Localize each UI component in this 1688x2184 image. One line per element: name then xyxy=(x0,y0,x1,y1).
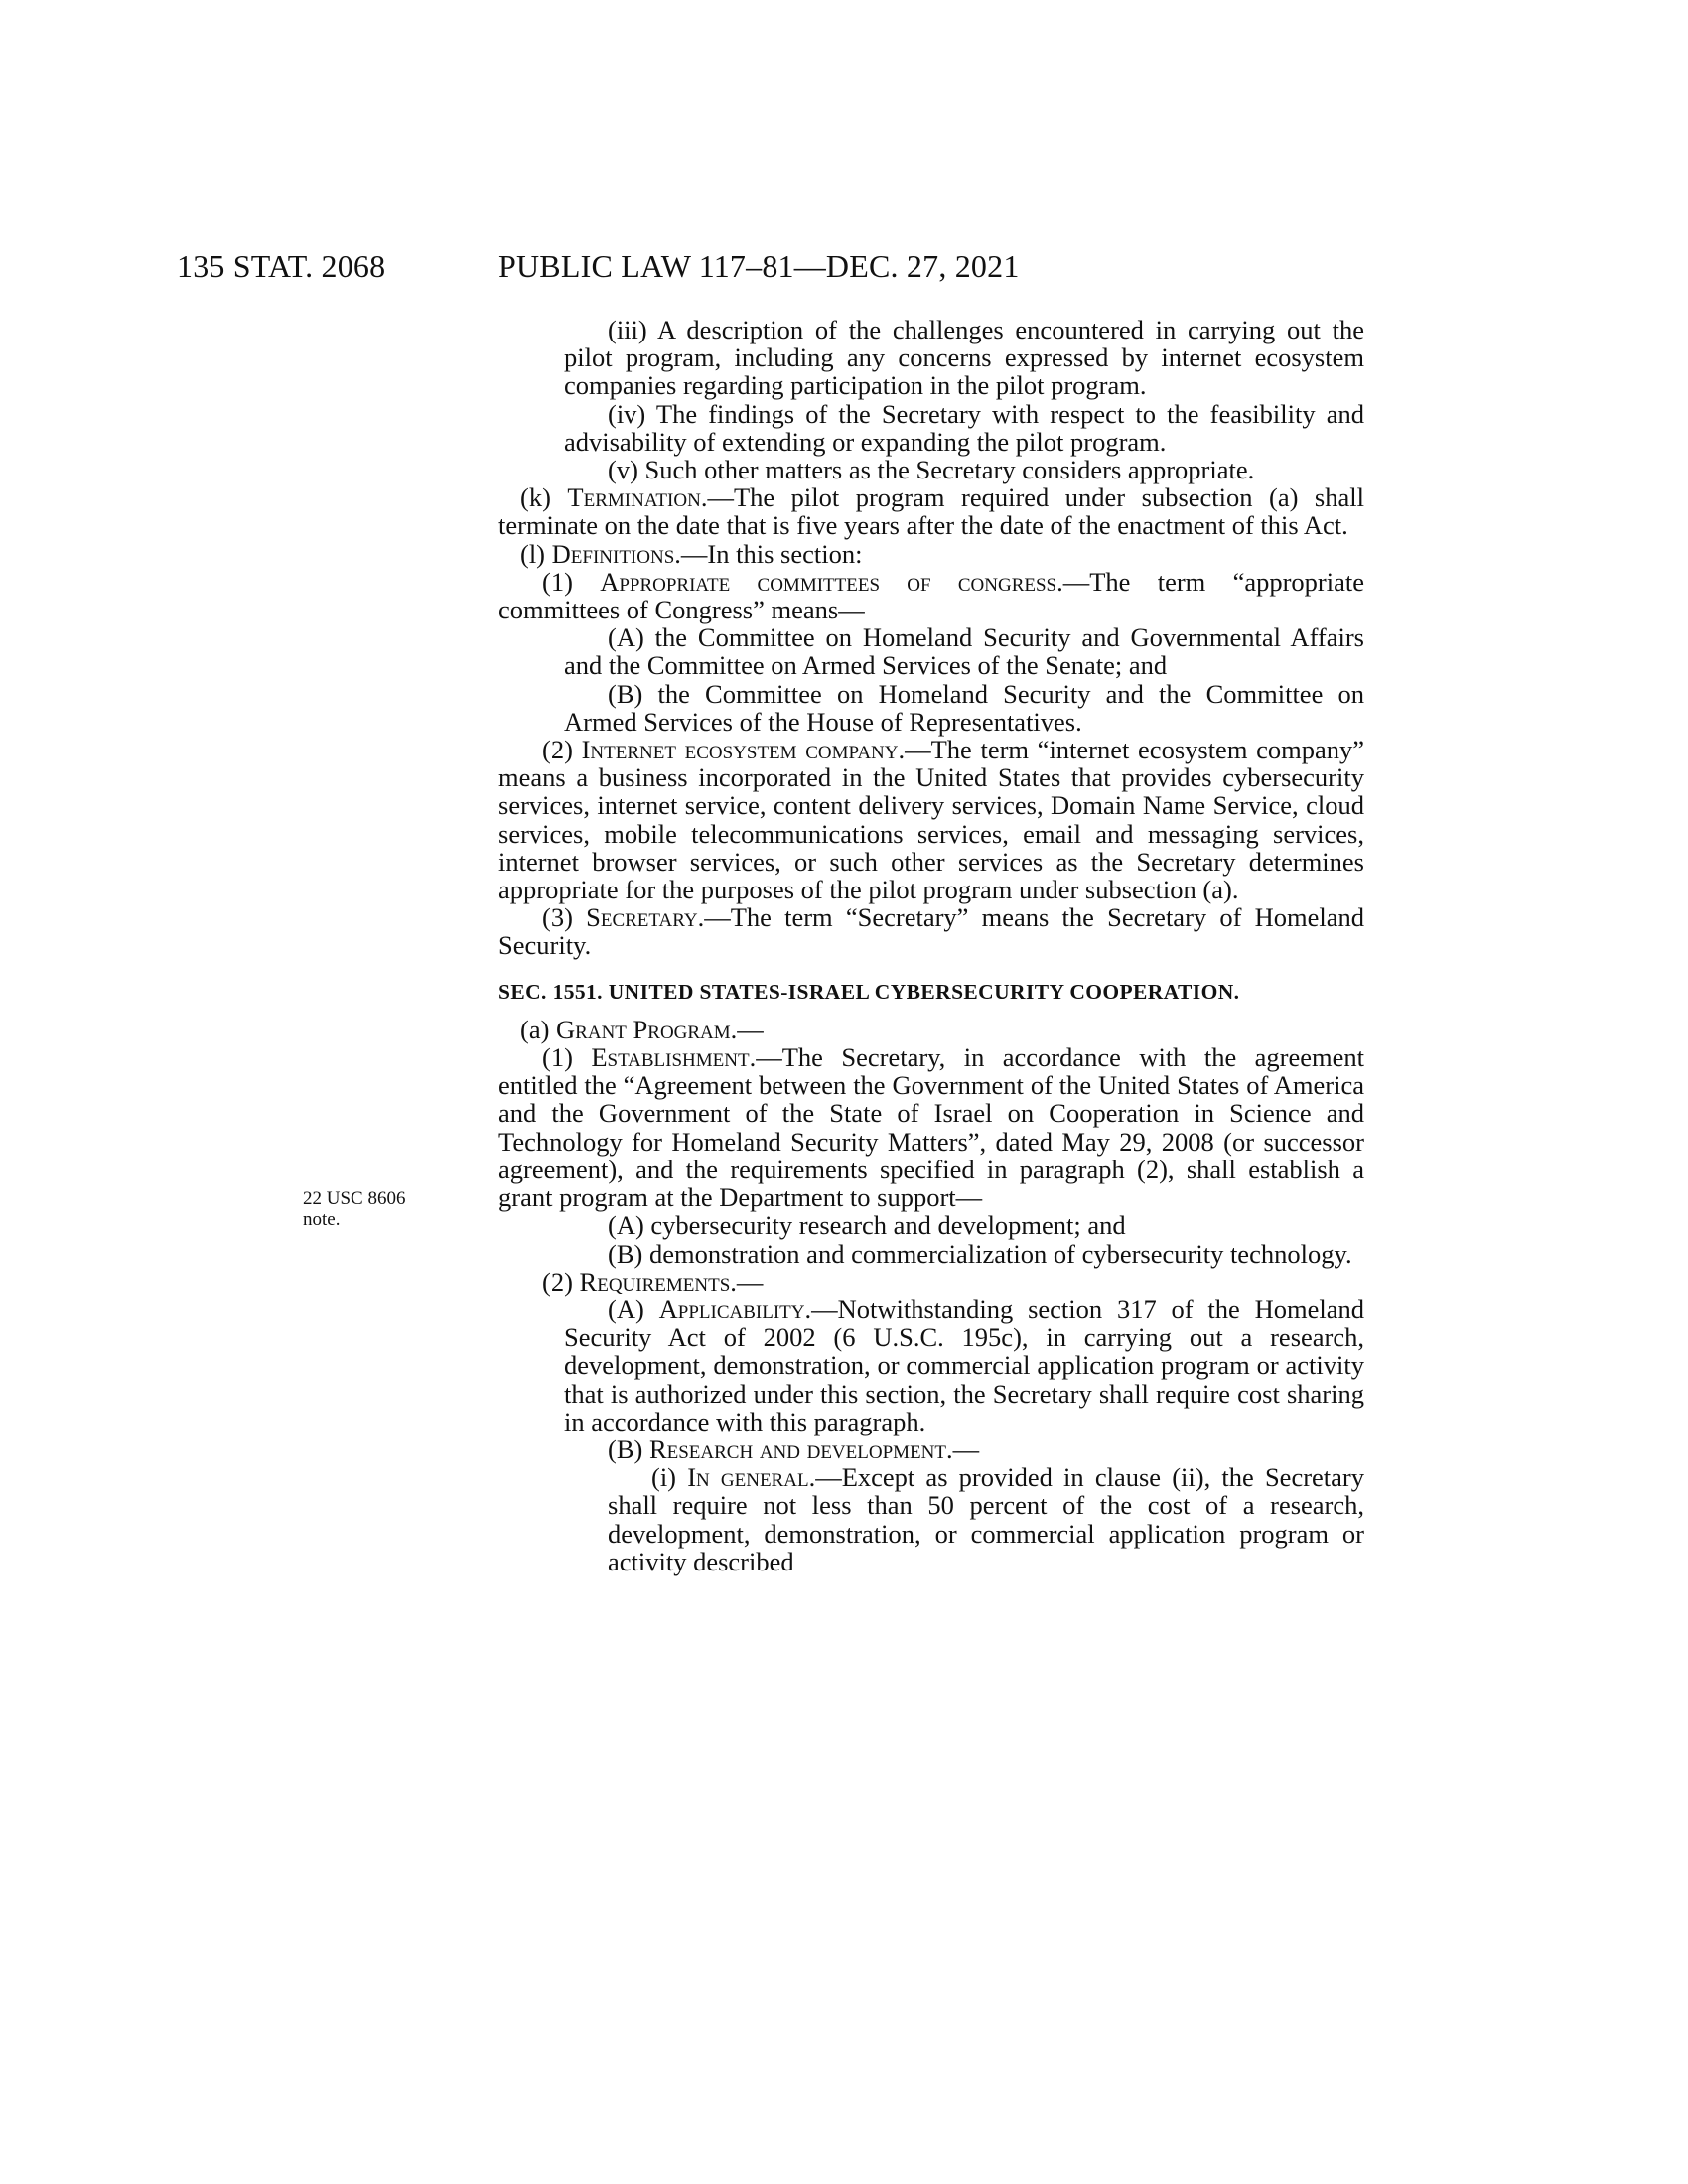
definition-1-lead: (1) xyxy=(542,566,601,597)
paragraph-2-caption: Requirements xyxy=(579,1266,731,1297)
paragraph-1-a: (A) cybersecurity research and development; and xyxy=(608,1210,1126,1241)
paragraph-2-b-text: .— xyxy=(945,1433,980,1464)
definition-3-caption: Secretary xyxy=(586,902,698,933)
paragraph-2-a-lead: (A) xyxy=(608,1294,659,1324)
subsection-k-lead: (k) xyxy=(520,482,568,513)
subsection-a xyxy=(498,1016,1364,1043)
paragraph-1-caption: Establishment xyxy=(591,1042,750,1073)
paragraph-v: (v) Such other matters as the Secretary considers appropriate. xyxy=(608,455,1255,485)
paragraph-iii: (iii) A description of the challenges encountered in carrying out the pilot program, including any concerns expressed by internet ecosystem companies regarding participation in the pilot program. xyxy=(564,315,1364,401)
paragraph-2-requirements xyxy=(498,1268,1364,1296)
subsection-l-lead: (l) xyxy=(520,538,552,569)
clause-i-lead: (i) xyxy=(651,1462,688,1493)
margin-note-line-1: 22 USC 8606 xyxy=(303,1188,406,1209)
subsection-a-caption: Grant Program xyxy=(556,1014,731,1044)
definition-3-text: .—The term “Secretary” means the Secretary of Homeland Security. xyxy=(498,902,1364,961)
subsection-a-lead: (a) xyxy=(520,1014,557,1044)
clause-i xyxy=(498,1463,1364,1575)
subsection-l-caption: Definitions xyxy=(551,538,675,569)
paragraph-iv: (iv) The findings of the Secretary with respect to the feasibility and advisability of extending or expanding the pilot program. xyxy=(564,398,1364,457)
paragraph-1-b: (B) demonstration and commercialization of cybersecurity technology. xyxy=(608,1238,1352,1269)
paragraph-2-text: .— xyxy=(730,1266,764,1297)
clause-i-caption: In general xyxy=(687,1462,809,1493)
paragraph-1-text: .—The Secretary, in accordance with the agreement entitled the “Agreement between the Government of the United States of America and the Government of the State of Israel on Cooperation in Science and Technology for Homeland Security Matters”, dated May 29, 2008 (or successor agreement), and the requirements specified in paragraph (2), shall establish a grant program at the Department to support— xyxy=(498,1042,1364,1213)
paragraph-2-b-lead: (B) xyxy=(608,1433,649,1464)
body-text xyxy=(498,316,1364,1575)
definition-1-text: .—The term “appropriate committees of Congress” means— xyxy=(498,566,1364,625)
paragraph-2-a-caption: Applicability xyxy=(658,1294,805,1324)
subsection-k xyxy=(498,483,1364,539)
definition-1 xyxy=(498,568,1364,623)
definition-2-caption: Internet ecosystem company xyxy=(581,735,899,765)
paragraph-1-lead: (1) xyxy=(542,1042,592,1073)
definition-1-a: (A) the Committee on Homeland Security and Governmental Affairs and the Committee on Armed Services of the Senate; and xyxy=(564,622,1364,681)
subsection-l-text: .—In this section: xyxy=(674,538,863,569)
paragraph-2-b-caption: Research and development xyxy=(648,1433,946,1464)
law-title: PUBLIC LAW 117–81—DEC. 27, 2021 xyxy=(498,248,1020,284)
definition-3-lead: (3) xyxy=(542,902,587,933)
paragraph-2-b xyxy=(498,1435,1364,1463)
definition-3 xyxy=(498,903,1364,959)
paragraph-2-a xyxy=(498,1296,1364,1435)
subsection-a-text: .— xyxy=(730,1014,764,1044)
subsection-k-text: .—The pilot program required under subsection (a) shall terminate on the date that is five years after the date of the enactment of this Act. xyxy=(498,482,1364,541)
definition-2-text: .—The term “internet ecosystem company” means a business incorporated in the United States that provides cybersecurity services, internet service, content delivery services, Domain Name Service, cloud services, mobile telecommunications services, email and messaging services, internet browser services, or such other services as the Secretary determines appropriate for the purposes of the pilot program under subsection (a). xyxy=(498,735,1364,905)
definition-1-caption: Appropriate committees of congress xyxy=(600,566,1057,597)
section-heading: SEC. 1551. UNITED STATES-ISRAEL CYBERSECURITY COOPERATION. xyxy=(498,979,1240,1004)
margin-note xyxy=(303,1188,405,1230)
margin-note-line-2: note. xyxy=(303,1209,341,1230)
page-stat-number: 135 STAT. 2068 xyxy=(177,248,386,284)
paragraph-2-lead: (2) xyxy=(542,1266,580,1297)
subsection-k-caption: Termination xyxy=(567,482,701,513)
definition-2 xyxy=(498,736,1364,903)
paragraph-1-establishment xyxy=(498,1043,1364,1211)
definition-1-b: (B) the Committee on Homeland Security and the Committee on Armed Services of the House of Representatives. xyxy=(564,678,1364,737)
paragraph-2-a-text: .—Notwithstanding section 317 of the Homeland Security Act of 2002 (6 U.S.C. 195c), in carrying out a research, development, demonstration, or commercial application program or activity that is authorized under this section, the Secretary shall require cost sharing in accordance with this paragraph. xyxy=(564,1294,1364,1436)
clause-i-text: .—Except as provided in clause (ii), the Secretary shall require not less than 50 percent of the cost of a research, development, demonstration, or commercial application program or activity described xyxy=(608,1462,1364,1576)
subsection-l xyxy=(498,540,1364,568)
definition-2-lead: (2) xyxy=(542,735,582,765)
